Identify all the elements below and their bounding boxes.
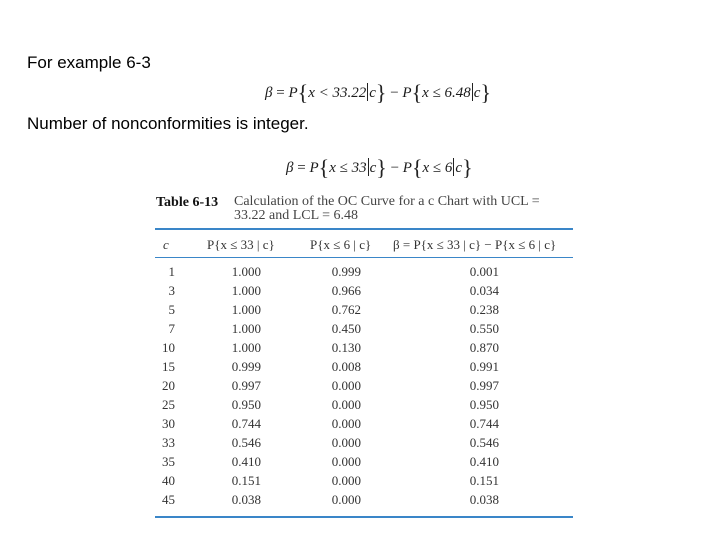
cell-beta: 0.744 — [469, 416, 499, 431]
table-row — [155, 264, 573, 283]
formula2-p-2: P — [402, 160, 412, 176]
cell-p-lower: 0.966 — [331, 283, 361, 298]
cell-beta: 0.550 — [469, 321, 499, 336]
formula-beta-integer: β = P{x ≤ 33 c} − P{x ≤ 6 c} — [286, 155, 473, 180]
cell-c: 10 — [162, 340, 175, 355]
formula2-arg2: x ≤ 6 — [422, 160, 453, 176]
cell-c: 45 — [162, 492, 175, 507]
cell-c: 7 — [168, 321, 175, 336]
header-p-upper: P{x ≤ 33 | c} — [207, 237, 275, 252]
cell-c: 5 — [168, 302, 175, 317]
cell-p-upper: 1.000 — [231, 302, 261, 317]
cell-beta: 0.238 — [469, 302, 499, 317]
header-c: c — [163, 237, 169, 252]
cell-p-lower: 0.000 — [331, 416, 361, 431]
integer-note: Number of nonconformities is integer. — [27, 114, 309, 133]
cell-p-upper: 0.546 — [231, 435, 261, 450]
formula-beta-continuous: β = P{x < 33.22 c} − P{x ≤ 6.48 c} — [265, 80, 492, 105]
cell-p-upper: 0.038 — [231, 492, 261, 507]
cell-p-lower: 0.130 — [331, 340, 361, 355]
cell-c: 20 — [162, 378, 175, 393]
formula-p-2: P — [402, 85, 412, 101]
cell-c: 30 — [162, 416, 175, 431]
cell-p-upper: 1.000 — [231, 340, 261, 355]
formula-minus: − — [386, 85, 403, 101]
cell-c: 3 — [168, 283, 175, 298]
cell-beta: 0.991 — [469, 359, 499, 374]
table-body — [155, 264, 573, 511]
cell-p-upper: 0.744 — [231, 416, 261, 431]
cell-beta: 0.950 — [469, 397, 499, 412]
cell-p-upper: 1.000 — [231, 264, 261, 279]
oc-curve-table — [155, 228, 573, 518]
formula2-arg1: x ≤ 33 — [329, 160, 367, 176]
table-row — [155, 435, 573, 454]
table-row — [155, 397, 573, 416]
formula-beta-symbol: β — [265, 85, 273, 101]
cell-p-upper: 0.997 — [231, 378, 261, 393]
cell-p-upper: 1.000 — [231, 283, 261, 298]
formula-arg1: x < 33.22 — [308, 85, 367, 101]
cell-p-lower: 0.000 — [331, 454, 361, 469]
cell-c: 15 — [162, 359, 175, 374]
table-header — [155, 230, 573, 258]
table-label: Table 6-13 — [156, 195, 219, 210]
cell-beta: 0.997 — [469, 378, 499, 393]
cell-c: 1 — [168, 264, 175, 279]
formula2-p: P — [309, 160, 319, 176]
table-row — [155, 492, 573, 511]
table-row — [155, 454, 573, 473]
cell-beta: 0.546 — [469, 435, 499, 450]
table-row — [155, 340, 573, 359]
cell-c: 35 — [162, 454, 175, 469]
cell-p-upper: 1.000 — [231, 321, 261, 336]
example-heading: For example 6-3 — [27, 53, 151, 72]
formula2-given: c — [369, 160, 377, 176]
cell-p-lower: 0.000 — [331, 397, 361, 412]
cell-beta: 0.034 — [469, 283, 499, 298]
formula-p: P — [288, 85, 298, 101]
table-title: Calculation of the OC Curve for a c Chart with UCL = 33.22 and LCL = 6.48 — [234, 194, 540, 223]
cell-p-upper: 0.950 — [231, 397, 261, 412]
table-row — [155, 473, 573, 492]
cell-p-lower: 0.762 — [331, 302, 361, 317]
cell-c: 40 — [162, 473, 175, 488]
formula2-minus: − — [386, 160, 403, 176]
cell-beta: 0.001 — [469, 264, 499, 279]
cell-p-lower: 0.000 — [331, 435, 361, 450]
cell-beta: 0.038 — [469, 492, 499, 507]
header-p-lower: P{x ≤ 6 | c} — [310, 237, 372, 252]
formula2-given-2: c — [455, 160, 463, 176]
table-row — [155, 321, 573, 340]
formula-given-2: c — [473, 85, 481, 101]
header-beta: β = P{x ≤ 33 | c} − P{x ≤ 6 | c} — [393, 237, 557, 252]
cell-p-upper: 0.151 — [231, 473, 261, 488]
cell-beta: 0.410 — [469, 454, 499, 469]
cell-beta: 0.870 — [469, 340, 499, 355]
cell-beta: 0.151 — [469, 473, 499, 488]
cell-c: 33 — [162, 435, 175, 450]
formula2-equals: = — [293, 160, 310, 176]
cell-p-upper: 0.410 — [231, 454, 261, 469]
cell-c: 25 — [162, 397, 175, 412]
table-row — [155, 416, 573, 435]
formula-arg2: x ≤ 6.48 — [422, 85, 471, 101]
table-row — [155, 283, 573, 302]
cell-p-upper: 0.999 — [231, 359, 261, 374]
cell-p-lower: 0.000 — [331, 492, 361, 507]
formula-given: c — [369, 85, 376, 101]
formula-equals: = — [272, 85, 289, 101]
cell-p-lower: 0.008 — [331, 359, 361, 374]
table-row — [155, 378, 573, 397]
cell-p-lower: 0.000 — [331, 378, 361, 393]
cell-p-lower: 0.000 — [331, 473, 361, 488]
cell-p-lower: 0.999 — [331, 264, 361, 279]
formula2-beta-symbol: β — [286, 160, 294, 176]
cell-p-lower: 0.450 — [331, 321, 361, 336]
table-row — [155, 302, 573, 321]
table-row — [155, 359, 573, 378]
